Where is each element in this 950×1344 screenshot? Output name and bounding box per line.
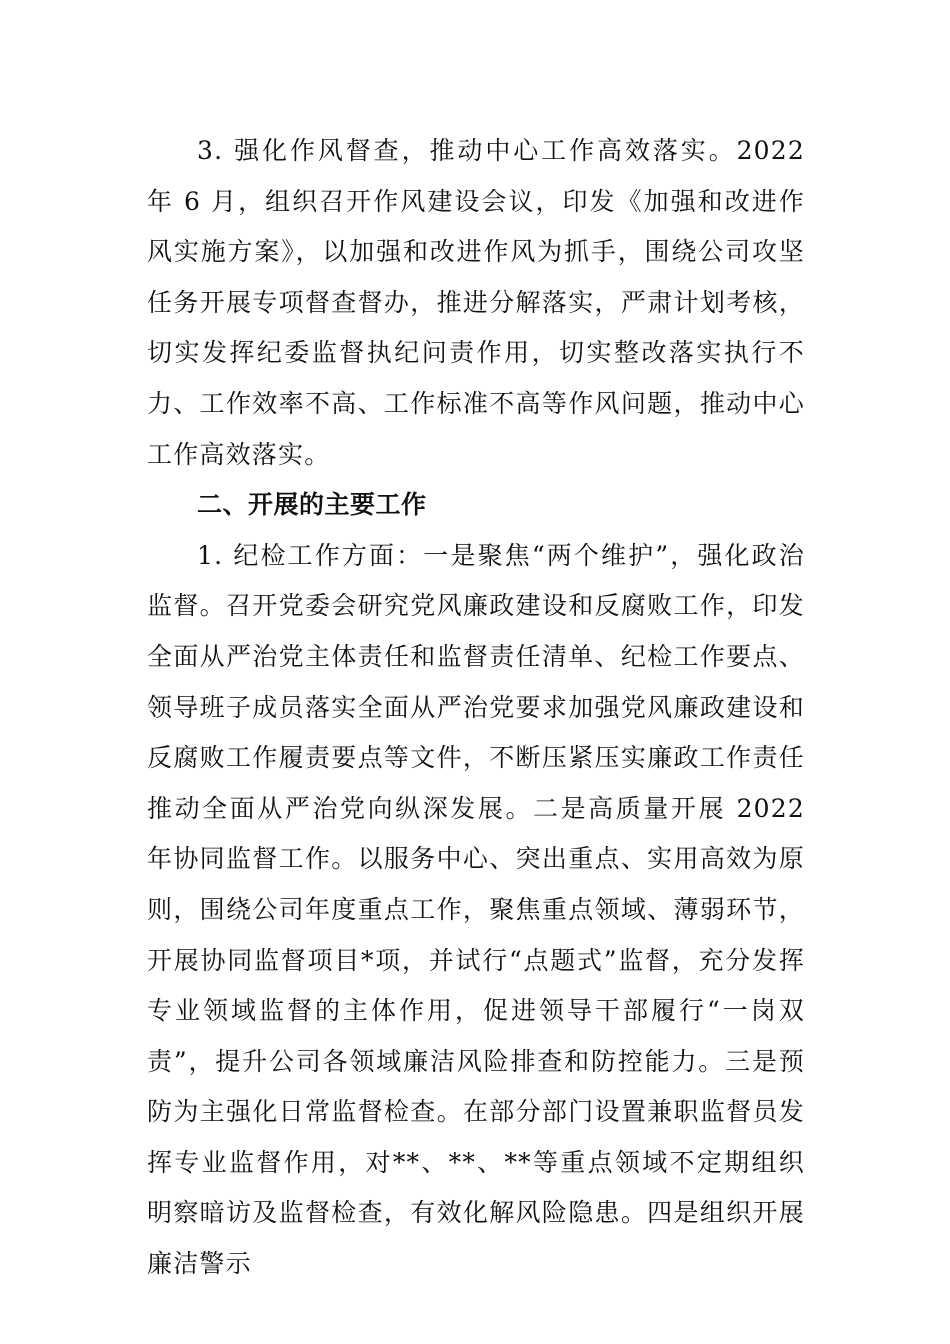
paragraph-discipline-inspection: 1. 纪检工作方面：一是聚焦“两个维护”，强化政治监督。召开党委会研究党风廉政建设和反腐败工作，印发全面从严治党主体责任和监督责任清单、纪检工作要点、领导班子成员落实全面从严治党要求加强党风廉政建设和反腐败工作履责要点等文件，不断压紧压实廉政工作责任推动全面从严治党向纵深发展。二是高质量开展 2022 年协同监督工作。以服务中心、突出重点、实用高效为原则，围绕公司年度重点工作，聚焦重点领域、薄弱环节，开展协同监督项目*项，并试行“点题式”监督，充分发挥专业领域监督的主体作用，促进领导干部履行“一岗双责”，提升公司各领域廉洁风险排查和防控能力。三是预防为主强化日常监督检查。在部分部门设置兼职监督员发挥专业监督作用，对**、**、**等重点领域不定期组织明察暗访及监督检查，有效化解风险隐患。四是组织开展廉洁警示: [147, 540, 805, 1279]
section-heading-main-work: 二、开展的主要工作: [197, 490, 427, 520]
paragraph-work-style-inspection: 3. 强化作风督查，推动中心工作高效落实。2022 年 6 月，组织召开作风建设会议，印发《加强和改进作风实施方案》，以加强和改进作风为抓手，围绕公司攻坚任务开展专项督查督办，推进分解落实，严肃计划考核，切实发挥纪委监督执纪问责作用，切实整改落实执行不力、工作效率不高、工作标准不高等作风问题，推动中心工作高效落实。: [147, 136, 805, 469]
document-body: [147, 126, 805, 1290]
